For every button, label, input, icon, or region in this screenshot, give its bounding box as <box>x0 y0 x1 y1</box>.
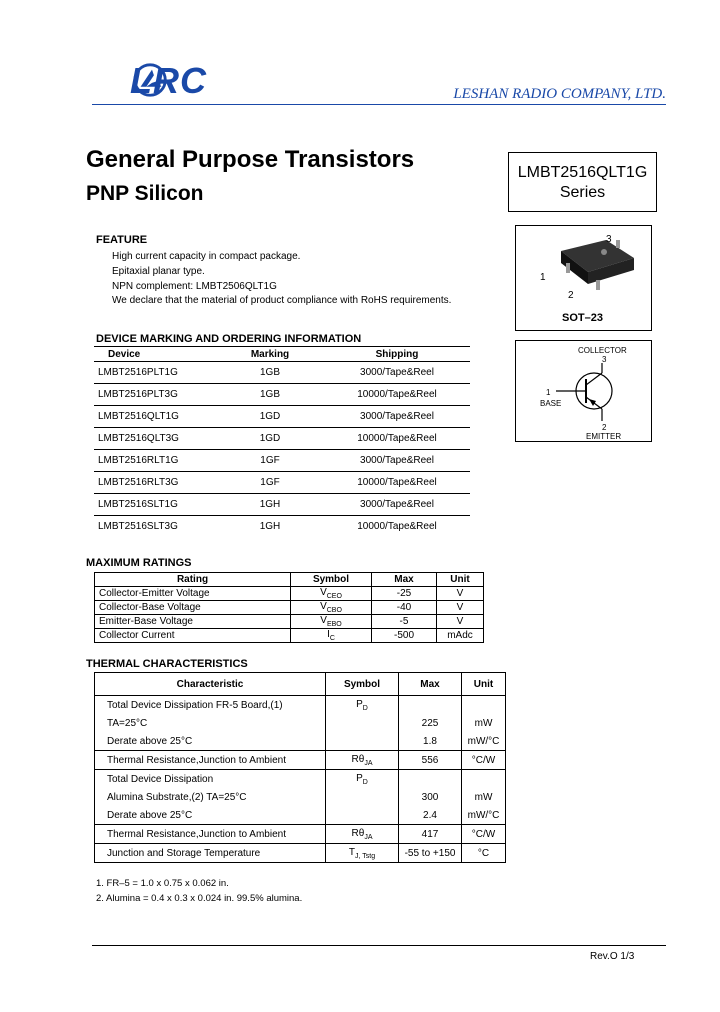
table-row <box>95 714 506 732</box>
device-cell: LMBT2516SLT1G <box>94 494 216 516</box>
rating-cell: Collector-Emitter Voltage <box>95 587 291 601</box>
col-header: Max <box>399 673 462 696</box>
note: 1. FR–5 = 1.0 x 0.75 x 0.062 in. <box>96 878 229 889</box>
symbol-sub: CEO <box>326 593 342 600</box>
col-header: Marking <box>216 347 324 362</box>
marking-cell: 1GH <box>216 494 324 516</box>
col-header: Device <box>94 347 216 362</box>
max-cell: -500 <box>372 629 437 643</box>
symbol-sub: JA <box>364 759 373 767</box>
symbol-base: Rθ <box>351 753 365 765</box>
logo-text: LRC <box>130 60 207 101</box>
characteristic-cell: TA=25°C <box>95 714 326 732</box>
part-series: Series <box>559 184 606 201</box>
symbol-cell <box>326 806 399 825</box>
feature-heading: FEATURE <box>96 234 148 246</box>
revision: Rev.O 1/3 <box>590 951 635 962</box>
symbol-base: V <box>320 587 327 598</box>
max-cell: -5 <box>372 615 437 629</box>
symbol-cell <box>326 770 399 789</box>
characteristic-cell: Alumina Substrate,(2) TA=25°C <box>95 788 326 806</box>
marking-cell: 1GB <box>216 362 324 384</box>
characteristic-cell: Thermal Resistance,Junction to Ambient <box>95 751 326 770</box>
pin-label: 2 <box>568 290 574 301</box>
max-cell: 417 <box>399 825 462 844</box>
shipping-cell: 3000/Tape&Reel <box>324 450 470 472</box>
max-cell: 300 <box>399 788 462 806</box>
feature-item: We declare that the material of product compliance with RoHS requirements. <box>112 295 452 306</box>
table-row <box>94 494 470 516</box>
max-cell: -25 <box>372 587 437 601</box>
unit-cell: °C/W <box>462 751 506 770</box>
marking-cell: 1GH <box>259 521 281 532</box>
device-cell: LMBT2516PLT3G <box>94 384 216 406</box>
unit-cell: V <box>437 601 484 615</box>
shipping-cell: 3000/Tape&Reel <box>324 494 470 516</box>
collector-label: COLLECTOR <box>578 346 627 355</box>
device-cell: LMBT2516PLT1G <box>94 362 216 384</box>
package-box <box>515 225 652 331</box>
col-header: Symbol <box>291 573 372 587</box>
feature-item: High current capacity in compact package. <box>112 251 301 262</box>
shipping-cell: 3000/Tape&Reel <box>324 406 470 428</box>
symbol-base: V <box>320 601 327 612</box>
unit-cell <box>462 770 506 789</box>
unit-cell: V <box>437 587 484 601</box>
base-pin: 1 <box>546 388 551 397</box>
characteristic-cell: Total Device Dissipation <box>95 770 326 789</box>
table-row <box>94 362 470 384</box>
table-row <box>95 601 484 615</box>
symbol-cell <box>326 825 399 844</box>
table-row <box>94 384 470 406</box>
max-cell: 1.8 <box>399 732 462 751</box>
table-row <box>95 696 506 715</box>
collector-pin: 3 <box>602 355 607 364</box>
characteristic-cell: Derate above 25°C <box>95 806 326 825</box>
page-title: General Purpose Transistors <box>86 146 415 173</box>
marking-cell: 1GF <box>216 472 324 494</box>
table-row <box>95 770 506 789</box>
symbol-sub: EBO <box>326 621 342 628</box>
characteristic-cell: Junction and Storage Temperature <box>95 844 326 863</box>
symbol-sub: JA <box>364 833 373 841</box>
max-cell <box>399 696 462 715</box>
table-row <box>95 751 506 770</box>
col-header: Unit <box>437 573 484 587</box>
schematic-box <box>515 340 652 442</box>
symbol-cell <box>326 844 399 863</box>
table-row <box>94 472 470 494</box>
table-row <box>94 450 470 472</box>
marking-heading: DEVICE MARKING AND ORDERING INFORMATION <box>96 333 362 345</box>
symbol-cell <box>291 615 372 629</box>
note: 2. Alumina = 0.4 x 0.3 x 0.024 in. 99.5% alumina. <box>96 893 303 904</box>
header-rule <box>92 104 666 105</box>
shipping-cell: 10000/Tape&Reel <box>324 384 470 406</box>
part-number: LMBT2516QLT1G <box>517 164 648 181</box>
part-number-box <box>508 152 657 212</box>
table-row <box>95 732 506 751</box>
table-row <box>95 844 506 863</box>
pnp-transistor-symbol-icon <box>516 341 651 441</box>
col-header: Shipping <box>324 347 470 362</box>
max-ratings-heading: MAXIMUM RATINGS <box>86 557 192 569</box>
symbol-base: I <box>327 629 330 640</box>
max-cell: -55 to +150 <box>399 844 462 863</box>
rating-cell: Collector Current <box>95 629 291 643</box>
table-row <box>95 629 484 643</box>
device-cell: LMBT2516QLT3G <box>94 428 216 450</box>
marking-cell: 1GF <box>216 450 324 472</box>
marking-cell: 1GD <box>216 406 324 428</box>
characteristic-cell: Total Device Dissipation FR-5 Board,(1) <box>95 696 326 715</box>
rating-cell: Collector-Base Voltage <box>95 601 291 615</box>
device-cell: LMBT2516RLT1G <box>94 450 216 472</box>
thermal-table <box>94 672 506 863</box>
table-row <box>95 806 506 825</box>
unit-cell: mAdc <box>437 629 484 643</box>
max-cell: 2.4 <box>399 806 462 825</box>
symbol-sub: D <box>362 778 368 786</box>
max-cell: 556 <box>399 751 462 770</box>
table-row <box>95 788 506 806</box>
col-header: Max <box>372 573 437 587</box>
rating-cell: Emitter-Base Voltage <box>95 615 291 629</box>
pin-label: 3 <box>606 234 612 245</box>
pin-label: 1 <box>540 272 546 283</box>
table-row <box>95 615 484 629</box>
shipping-cell: 10000/Tape&Reel <box>324 472 470 494</box>
symbol-base: P <box>356 698 363 710</box>
symbol-cell <box>326 751 399 770</box>
company-name: LESHAN RADIO COMPANY, LTD. <box>453 86 666 102</box>
emitter-pin: 2 <box>602 423 607 432</box>
unit-cell: mW <box>462 788 506 806</box>
shipping-cell: 10000/Tape&Reel <box>357 521 437 532</box>
symbol-cell <box>326 714 399 732</box>
symbol-cell <box>291 587 372 601</box>
symbol-base: T <box>348 846 355 858</box>
col-header: Characteristic <box>95 673 326 696</box>
table-row <box>94 406 470 428</box>
device-cell: LMBT2516RLT3G <box>94 472 216 494</box>
page-subtitle: PNP Silicon <box>86 182 204 205</box>
symbol-cell <box>326 696 399 715</box>
package-label: SOT–23 <box>562 312 603 324</box>
base-label: BASE <box>540 399 562 408</box>
footer-rule <box>92 945 666 946</box>
unit-cell: °C <box>462 844 506 863</box>
max-cell: -40 <box>372 601 437 615</box>
symbol-base: P <box>356 772 363 784</box>
max-cell <box>399 770 462 789</box>
symbol-cell <box>326 788 399 806</box>
col-header: Unit <box>462 673 506 696</box>
characteristic-cell: Derate above 25°C <box>95 732 326 751</box>
table-row <box>95 587 484 601</box>
max-ratings-table <box>94 572 484 643</box>
unit-cell: mW/°C <box>462 806 506 825</box>
symbol-cell <box>291 601 372 615</box>
col-header: Symbol <box>326 673 399 696</box>
unit-cell: mW <box>462 714 506 732</box>
feature-item: Epitaxial planar type. <box>112 266 205 277</box>
unit-cell: V <box>437 615 484 629</box>
emitter-label: EMITTER <box>586 432 622 441</box>
marking-cell: 1GB <box>216 384 324 406</box>
feature-item: NPN complement: LMBT2506QLT1G <box>112 281 277 292</box>
device-cell: LMBT2516QLT1G <box>94 406 216 428</box>
symbol-sub: C <box>329 635 335 642</box>
symbol-cell <box>291 629 372 643</box>
device-cell: LMBT2516SLT3G <box>98 521 178 532</box>
characteristic-cell: Thermal Resistance,Junction to Ambient <box>95 825 326 844</box>
marking-table <box>94 346 470 537</box>
unit-cell <box>462 696 506 715</box>
symbol-sub: D <box>362 704 368 712</box>
shipping-cell: 3000/Tape&Reel <box>324 362 470 384</box>
symbol-sub: J, Tstg <box>355 852 376 860</box>
thermal-heading: THERMAL CHARACTERISTICS <box>86 658 248 670</box>
shipping-cell: 10000/Tape&Reel <box>324 428 470 450</box>
symbol-sub: CBO <box>326 607 342 614</box>
max-cell: 225 <box>399 714 462 732</box>
table-row <box>95 825 506 844</box>
col-header: Rating <box>95 573 291 587</box>
symbol-base: V <box>320 615 327 626</box>
table-row <box>94 428 470 450</box>
symbol-cell <box>326 732 399 751</box>
unit-cell: mW/°C <box>462 732 506 751</box>
unit-cell: °C/W <box>462 825 506 844</box>
marking-cell: 1GD <box>216 428 324 450</box>
table-row <box>94 516 470 538</box>
symbol-base: Rθ <box>351 827 365 839</box>
